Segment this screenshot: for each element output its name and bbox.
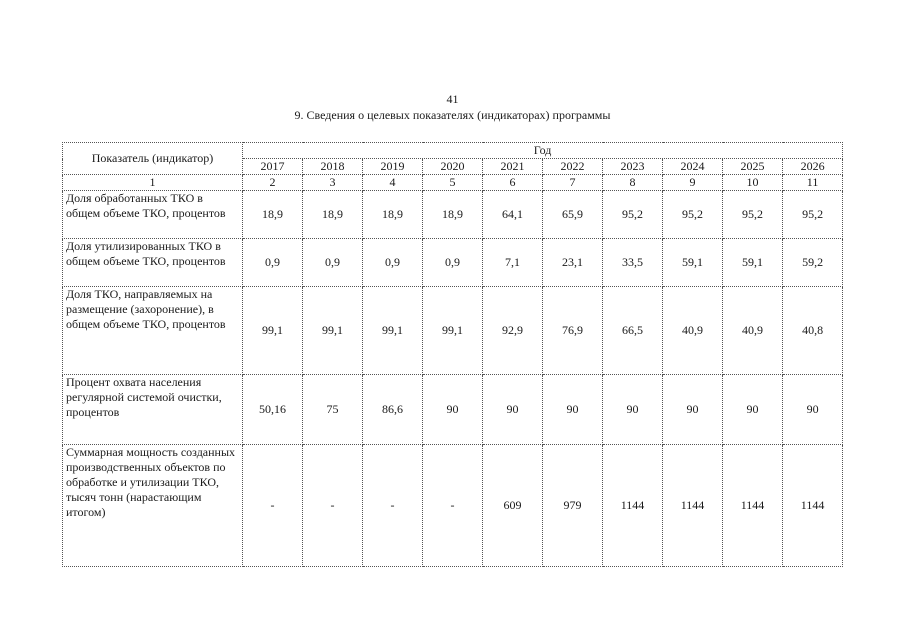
value-cell: 0,9	[363, 239, 423, 287]
value-cell: 1144	[663, 445, 723, 567]
value-cell: 23,1	[543, 239, 603, 287]
value-cell: 99,1	[303, 287, 363, 375]
year-header-cell: 2025	[723, 159, 783, 175]
value-cell: 99,1	[243, 287, 303, 375]
column-number-cell: 10	[723, 175, 783, 191]
value-cell: 33,5	[603, 239, 663, 287]
column-number-cell: 11	[783, 175, 843, 191]
value-cell: 99,1	[423, 287, 483, 375]
value-cell: 609	[483, 445, 543, 567]
value-cell: 40,8	[783, 287, 843, 375]
table-row	[63, 375, 843, 445]
value-cell: 90	[603, 375, 663, 445]
page-number: 41	[446, 92, 459, 106]
value-cell: 50,16	[243, 375, 303, 445]
year-header-cell: 2026	[783, 159, 843, 175]
column-number-cell: 5	[423, 175, 483, 191]
value-cell: 92,9	[483, 287, 543, 375]
value-cell: 7,1	[483, 239, 543, 287]
value-cell: 76,9	[543, 287, 603, 375]
value-cell: 95,2	[663, 191, 723, 239]
value-cell: 18,9	[363, 191, 423, 239]
year-header-cell: 2018	[303, 159, 363, 175]
value-cell: 95,2	[603, 191, 663, 239]
value-cell: 59,1	[723, 239, 783, 287]
table-row	[63, 445, 843, 567]
value-cell: 66,5	[603, 287, 663, 375]
column-number-cell: 6	[483, 175, 543, 191]
value-cell: 40,9	[723, 287, 783, 375]
year-header-cell: 2021	[483, 159, 543, 175]
value-cell: 0,9	[303, 239, 363, 287]
value-cell: 90	[483, 375, 543, 445]
value-cell: -	[423, 445, 483, 567]
value-cell: 86,6	[363, 375, 423, 445]
value-cell: 0,9	[423, 239, 483, 287]
value-cell: 75	[303, 375, 363, 445]
table-row	[63, 239, 843, 287]
column-number-cell: 8	[603, 175, 663, 191]
value-cell: 90	[663, 375, 723, 445]
year-group-header: Год	[243, 143, 843, 159]
section-title: 9. Сведения о целевых показателях (индикаторах) программы	[294, 108, 611, 122]
value-cell: -	[363, 445, 423, 567]
year-header-cell: 2022	[543, 159, 603, 175]
year-header-cell: 2017	[243, 159, 303, 175]
value-cell: 18,9	[243, 191, 303, 239]
value-cell: 90	[423, 375, 483, 445]
year-header-cell: 2023	[603, 159, 663, 175]
value-cell: 59,2	[783, 239, 843, 287]
year-header-cell: 2019	[363, 159, 423, 175]
value-cell: 40,9	[663, 287, 723, 375]
column-number-cell: 2	[243, 175, 303, 191]
value-cell: 99,1	[363, 287, 423, 375]
table-row	[63, 191, 843, 239]
value-cell: 0,9	[243, 239, 303, 287]
indicator-label: Процент охвата населения регулярной системой очистки, процентов	[63, 375, 243, 445]
value-cell: 1144	[783, 445, 843, 567]
value-cell: 59,1	[663, 239, 723, 287]
value-cell: 90	[783, 375, 843, 445]
value-cell: 65,9	[543, 191, 603, 239]
value-cell: 95,2	[783, 191, 843, 239]
column-number-cell: 3	[303, 175, 363, 191]
table-row	[63, 287, 843, 375]
value-cell: 90	[543, 375, 603, 445]
year-header-cell: 2024	[663, 159, 723, 175]
year-header-cell: 2020	[423, 159, 483, 175]
value-cell: 1144	[723, 445, 783, 567]
indicator-label: Доля обработанных ТКО в общем объеме ТКО, процентов	[63, 191, 243, 239]
column-number-cell: 1	[63, 175, 243, 191]
value-cell: 95,2	[723, 191, 783, 239]
indicator-column-header: Показатель (индикатор)	[63, 143, 243, 175]
value-cell: 64,1	[483, 191, 543, 239]
value-cell: 18,9	[303, 191, 363, 239]
column-number-cell: 4	[363, 175, 423, 191]
value-cell: -	[303, 445, 363, 567]
indicator-label: Доля ТКО, направляемых на размещение (захоронение), в общем объеме ТКО, процентов	[63, 287, 243, 375]
column-number-cell: 9	[663, 175, 723, 191]
value-cell: 1144	[603, 445, 663, 567]
column-numbers-row	[63, 175, 843, 191]
column-number-cell: 7	[543, 175, 603, 191]
indicator-label: Суммарная мощность созданных производственных объектов по обработке и утилизации ТКО, тысяч тонн (нарастающим итогом)	[63, 445, 243, 567]
value-cell: 18,9	[423, 191, 483, 239]
value-cell: 979	[543, 445, 603, 567]
value-cell: -	[243, 445, 303, 567]
indicator-label: Доля утилизированных ТКО в общем объеме ТКО, процентов	[63, 239, 243, 287]
value-cell: 90	[723, 375, 783, 445]
indicators-table	[62, 142, 843, 567]
